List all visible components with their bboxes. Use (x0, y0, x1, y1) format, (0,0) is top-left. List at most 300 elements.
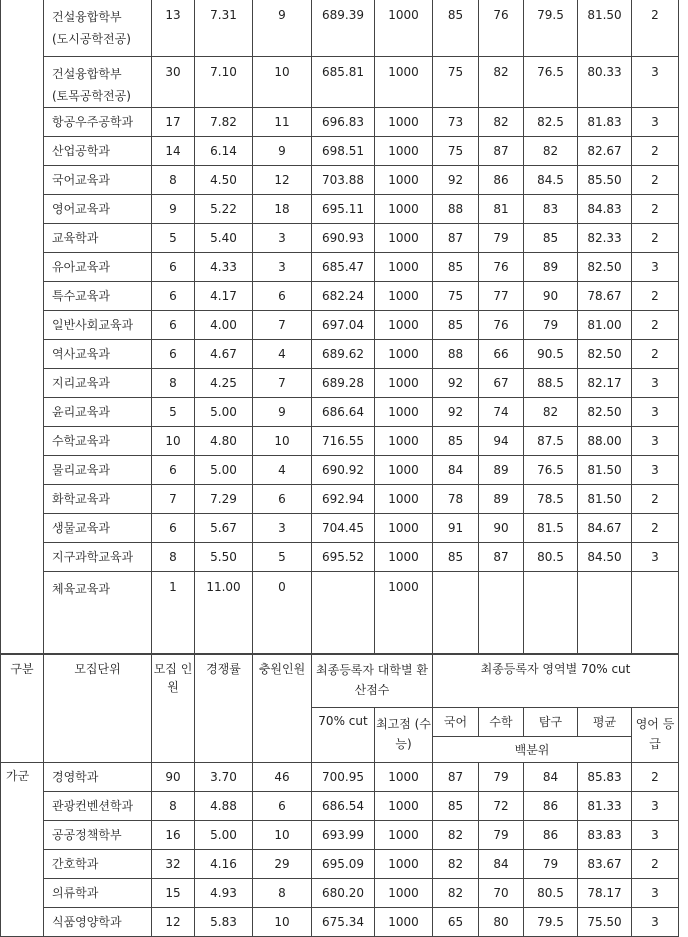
cell-kor: 75 (433, 137, 479, 166)
header-percentile: 백분위 (433, 737, 632, 763)
table-row (1, 311, 679, 340)
cell-inq: 85 (524, 224, 578, 253)
table-row (1, 427, 679, 456)
cell-math: 76 (479, 0, 524, 57)
unit-name: 특수교육과 (44, 282, 152, 311)
table-row (1, 543, 679, 572)
cell-rate: 5.50 (195, 543, 253, 572)
header-extra: 충원인원 (253, 654, 312, 763)
table-row (1, 572, 679, 655)
cell-kor: 91 (433, 514, 479, 543)
cell-extra: 0 (253, 572, 312, 655)
cell-kor: 75 (433, 57, 479, 108)
cell-math: 84 (479, 850, 524, 879)
cell-rate: 3.70 (195, 763, 253, 792)
cell-kor: 84 (433, 456, 479, 485)
header-inq: 탐구 (524, 708, 578, 737)
cell-inq: 79.5 (524, 0, 578, 57)
cell-eng: 2 (632, 137, 679, 166)
group-label: 가군 (1, 763, 44, 937)
admissions-table-gagun (0, 653, 679, 937)
cell-max: 1000 (375, 369, 433, 398)
cell-math: 87 (479, 543, 524, 572)
cell-eng: 3 (632, 456, 679, 485)
cell-cut70: 697.04 (312, 311, 375, 340)
cell-extra: 12 (253, 166, 312, 195)
cell-quota: 8 (152, 543, 195, 572)
cell-avg: 84.67 (578, 514, 632, 543)
cell-cut70: 695.09 (312, 850, 375, 879)
cell-avg: 82.50 (578, 398, 632, 427)
cell-avg: 83.67 (578, 850, 632, 879)
cell-quota: 6 (152, 456, 195, 485)
cell-avg: 81.50 (578, 0, 632, 57)
table-row (1, 224, 679, 253)
unit-name: 경영학과 (44, 763, 152, 792)
cell-math: 80 (479, 908, 524, 937)
header-math: 수학 (479, 708, 524, 737)
cell-extra: 10 (253, 427, 312, 456)
cell-rate: 4.16 (195, 850, 253, 879)
cell-kor: 87 (433, 224, 479, 253)
cell-extra: 6 (253, 282, 312, 311)
cell-quota: 5 (152, 224, 195, 253)
cell-extra: 3 (253, 224, 312, 253)
cell-inq: 90.5 (524, 340, 578, 369)
cell-extra: 11 (253, 108, 312, 137)
cell-quota: 8 (152, 166, 195, 195)
unit-name: 식품영양학과 (44, 908, 152, 937)
cell-rate: 4.93 (195, 879, 253, 908)
cell-quota: 9 (152, 195, 195, 224)
unit-name: 지리교육과 (44, 369, 152, 398)
cell-quota: 15 (152, 879, 195, 908)
cell-cut70: 675.34 (312, 908, 375, 937)
cell-avg: 85.50 (578, 166, 632, 195)
cell-max: 1000 (375, 514, 433, 543)
cell-math: 67 (479, 369, 524, 398)
cell-inq: 79.5 (524, 908, 578, 937)
cell-eng: 2 (632, 763, 679, 792)
unit-name: 역사교육과 (44, 340, 152, 369)
cell-max: 1000 (375, 792, 433, 821)
cell-eng: 2 (632, 311, 679, 340)
cell-kor: 82 (433, 879, 479, 908)
cell-extra: 10 (253, 821, 312, 850)
unit-name: 건설융합학부 (토목공학전공) (44, 57, 152, 108)
unit-name: 항공우주공학과 (44, 108, 152, 137)
cell-inq: 88.5 (524, 369, 578, 398)
cell-eng: 2 (632, 514, 679, 543)
cell-rate: 11.00 (195, 572, 253, 655)
unit-name: 관광컨벤션학과 (44, 792, 152, 821)
cell-math: 66 (479, 340, 524, 369)
cell-kor: 85 (433, 0, 479, 57)
cell-eng: 3 (632, 57, 679, 108)
header-final-area: 최종등록자 영역별 70% cut (433, 654, 679, 708)
cell-max: 1000 (375, 166, 433, 195)
table-row (1, 514, 679, 543)
cell-kor: 78 (433, 485, 479, 514)
cell-quota: 8 (152, 792, 195, 821)
cell-max: 1000 (375, 57, 433, 108)
cell-avg: 78.17 (578, 879, 632, 908)
cell-quota: 6 (152, 311, 195, 340)
cell-avg: 81.33 (578, 792, 632, 821)
table-row (1, 282, 679, 311)
cell-max: 1000 (375, 543, 433, 572)
cell-eng: 2 (632, 850, 679, 879)
cell-quota: 6 (152, 340, 195, 369)
unit-name: 화학교육과 (44, 485, 152, 514)
cell-kor: 65 (433, 908, 479, 937)
cell-quota: 16 (152, 821, 195, 850)
table-row (1, 763, 679, 792)
header-gubun: 구분 (1, 654, 44, 763)
cell-extra: 4 (253, 340, 312, 369)
header-quota: 모집 인원 (152, 654, 195, 763)
cell-inq: 87.5 (524, 427, 578, 456)
cell-eng: 2 (632, 485, 679, 514)
cell-eng: 3 (632, 543, 679, 572)
cell-cut70: 695.52 (312, 543, 375, 572)
cell-cut70: 689.62 (312, 340, 375, 369)
cell-cut70: 690.92 (312, 456, 375, 485)
cell-cut70: 685.81 (312, 57, 375, 108)
cell-quota: 7 (152, 485, 195, 514)
cell-extra: 3 (253, 253, 312, 282)
cell-max: 1000 (375, 427, 433, 456)
cell-eng: 2 (632, 224, 679, 253)
cell-max: 1000 (375, 850, 433, 879)
unit-name: 공공정책학부 (44, 821, 152, 850)
cell-extra: 6 (253, 485, 312, 514)
table-row (1, 369, 679, 398)
cell-kor: 85 (433, 543, 479, 572)
unit-name: 지구과학교육과 (44, 543, 152, 572)
table-row (1, 485, 679, 514)
cell-max: 1000 (375, 311, 433, 340)
cell-kor: 92 (433, 166, 479, 195)
cell-extra: 7 (253, 369, 312, 398)
unit-name: 일반사회교육과 (44, 311, 152, 340)
cell-eng: 3 (632, 427, 679, 456)
cell-math: 79 (479, 224, 524, 253)
cell-avg: 82.67 (578, 137, 632, 166)
unit-name: 산업공학과 (44, 137, 152, 166)
cell-inq: 76.5 (524, 57, 578, 108)
cell-eng: 3 (632, 879, 679, 908)
cell-math: 87 (479, 137, 524, 166)
unit-name: 영어교육과 (44, 195, 152, 224)
cell-eng: 3 (632, 908, 679, 937)
header-eng: 영어 등급 (632, 708, 679, 763)
cell-avg: 83.83 (578, 821, 632, 850)
cell-extra: 10 (253, 57, 312, 108)
cell-rate: 5.00 (195, 456, 253, 485)
cell-math: 76 (479, 253, 524, 282)
cell-eng: 2 (632, 195, 679, 224)
cell-inq: 90 (524, 282, 578, 311)
header-unit: 모집단위 (44, 654, 152, 763)
cell-kor: 85 (433, 792, 479, 821)
cell-quota: 13 (152, 0, 195, 57)
cell-max: 1000 (375, 282, 433, 311)
cell-extra: 4 (253, 456, 312, 485)
cell-cut70: 695.11 (312, 195, 375, 224)
cell-cut70: 716.55 (312, 427, 375, 456)
cell-avg: 81.83 (578, 108, 632, 137)
cell-cut70: 696.83 (312, 108, 375, 137)
cell-kor: 85 (433, 427, 479, 456)
table-row (1, 908, 679, 937)
cell-inq: 81.5 (524, 514, 578, 543)
cell-rate: 5.67 (195, 514, 253, 543)
cell-inq: 89 (524, 253, 578, 282)
cell-inq (524, 572, 578, 655)
group-cell-empty (1, 0, 44, 655)
cell-math: 82 (479, 108, 524, 137)
cell-quota: 6 (152, 514, 195, 543)
cell-inq: 79 (524, 850, 578, 879)
unit-name: 수학교육과 (44, 427, 152, 456)
cell-rate: 5.00 (195, 398, 253, 427)
unit-name: 의류학과 (44, 879, 152, 908)
table-row (1, 792, 679, 821)
cell-cut70: 693.99 (312, 821, 375, 850)
cell-eng: 2 (632, 166, 679, 195)
cell-max: 1000 (375, 485, 433, 514)
cell-kor (433, 572, 479, 655)
cell-avg: 81.00 (578, 311, 632, 340)
table-row (1, 879, 679, 908)
cell-rate: 4.25 (195, 369, 253, 398)
table-row (1, 0, 679, 57)
header-final-score: 최종등록자 대학별 환산점수 (312, 654, 433, 708)
cell-kor: 92 (433, 398, 479, 427)
cell-extra: 9 (253, 137, 312, 166)
table-row (1, 253, 679, 282)
cell-cut70: 690.93 (312, 224, 375, 253)
cell-extra: 9 (253, 398, 312, 427)
cell-math: 77 (479, 282, 524, 311)
cell-avg: 81.50 (578, 456, 632, 485)
cell-quota: 6 (152, 253, 195, 282)
cell-rate: 5.22 (195, 195, 253, 224)
cell-max: 1000 (375, 195, 433, 224)
cell-cut70: 689.28 (312, 369, 375, 398)
cell-rate: 7.31 (195, 0, 253, 57)
cell-kor: 82 (433, 821, 479, 850)
table-row (1, 340, 679, 369)
table-row (1, 398, 679, 427)
cell-avg (578, 572, 632, 655)
table-row (1, 456, 679, 485)
cell-rate: 5.83 (195, 908, 253, 937)
cell-kor: 88 (433, 340, 479, 369)
table-row (1, 195, 679, 224)
cell-extra: 9 (253, 0, 312, 57)
cell-inq: 83 (524, 195, 578, 224)
cell-avg: 82.33 (578, 224, 632, 253)
table-row (1, 57, 679, 108)
cell-kor: 82 (433, 850, 479, 879)
header-avg: 평균 (578, 708, 632, 737)
cell-kor: 73 (433, 108, 479, 137)
cell-inq: 84.5 (524, 166, 578, 195)
cell-math: 76 (479, 311, 524, 340)
cell-eng (632, 572, 679, 655)
cell-eng: 2 (632, 0, 679, 57)
cell-extra: 3 (253, 514, 312, 543)
cell-avg: 75.50 (578, 908, 632, 937)
unit-name: 유아교육과 (44, 253, 152, 282)
cell-extra: 18 (253, 195, 312, 224)
cell-math: 72 (479, 792, 524, 821)
cell-quota: 30 (152, 57, 195, 108)
cell-avg: 85.83 (578, 763, 632, 792)
cell-rate: 6.14 (195, 137, 253, 166)
cell-max: 1000 (375, 821, 433, 850)
cell-extra: 46 (253, 763, 312, 792)
cell-max: 1000 (375, 224, 433, 253)
cell-avg: 82.50 (578, 340, 632, 369)
cell-kor: 75 (433, 282, 479, 311)
cell-math: 89 (479, 456, 524, 485)
cell-eng: 3 (632, 821, 679, 850)
unit-name: 국어교육과 (44, 166, 152, 195)
cell-quota: 17 (152, 108, 195, 137)
unit-name: 간호학과 (44, 850, 152, 879)
cell-math: 70 (479, 879, 524, 908)
cell-math: 82 (479, 57, 524, 108)
cell-kor: 87 (433, 763, 479, 792)
header-rate: 경쟁률 (195, 654, 253, 763)
cell-eng: 3 (632, 108, 679, 137)
cell-rate: 4.88 (195, 792, 253, 821)
cell-extra: 7 (253, 311, 312, 340)
cell-math: 74 (479, 398, 524, 427)
cell-rate: 7.82 (195, 108, 253, 137)
cell-avg: 82.50 (578, 253, 632, 282)
cell-math (479, 572, 524, 655)
cell-cut70: 686.54 (312, 792, 375, 821)
cell-max: 1000 (375, 908, 433, 937)
cell-cut70: 682.24 (312, 282, 375, 311)
cell-inq: 80.5 (524, 879, 578, 908)
cell-eng: 3 (632, 398, 679, 427)
cell-inq: 76.5 (524, 456, 578, 485)
cell-math: 81 (479, 195, 524, 224)
cell-extra: 6 (253, 792, 312, 821)
cell-math: 94 (479, 427, 524, 456)
cell-inq: 86 (524, 821, 578, 850)
cell-math: 79 (479, 821, 524, 850)
cell-quota: 5 (152, 398, 195, 427)
cell-inq: 80.5 (524, 543, 578, 572)
cell-max: 1000 (375, 0, 433, 57)
cell-inq: 84 (524, 763, 578, 792)
unit-name: 교육학과 (44, 224, 152, 253)
cell-eng: 3 (632, 792, 679, 821)
cell-cut70: 689.39 (312, 0, 375, 57)
table-row (1, 850, 679, 879)
cell-quota: 90 (152, 763, 195, 792)
cell-rate: 4.00 (195, 311, 253, 340)
cell-cut70: 692.94 (312, 485, 375, 514)
cell-eng: 2 (632, 340, 679, 369)
cell-quota: 8 (152, 369, 195, 398)
table-row (1, 166, 679, 195)
cell-quota: 32 (152, 850, 195, 879)
cell-rate: 4.80 (195, 427, 253, 456)
table-row (1, 821, 679, 850)
cell-eng: 3 (632, 369, 679, 398)
cell-max: 1000 (375, 137, 433, 166)
cell-inq: 82.5 (524, 108, 578, 137)
unit-name: 체육교육과 (44, 572, 152, 655)
cell-rate: 7.10 (195, 57, 253, 108)
cell-kor: 92 (433, 369, 479, 398)
cell-inq: 86 (524, 792, 578, 821)
header-kor: 국어 (433, 708, 479, 737)
cell-cut70: 698.51 (312, 137, 375, 166)
cell-extra: 10 (253, 908, 312, 937)
cell-avg: 81.50 (578, 485, 632, 514)
cell-inq: 82 (524, 398, 578, 427)
header-cut70: 70% cut (312, 708, 375, 763)
cell-extra: 8 (253, 879, 312, 908)
cell-cut70: 704.45 (312, 514, 375, 543)
cell-rate: 5.00 (195, 821, 253, 850)
cell-quota: 14 (152, 137, 195, 166)
cell-inq: 79 (524, 311, 578, 340)
cell-max: 1000 (375, 572, 433, 655)
cell-math: 86 (479, 166, 524, 195)
cell-max: 1000 (375, 398, 433, 427)
cell-kor: 85 (433, 311, 479, 340)
cell-eng: 2 (632, 282, 679, 311)
cell-max: 1000 (375, 456, 433, 485)
cell-cut70: 680.20 (312, 879, 375, 908)
cell-avg: 82.17 (578, 369, 632, 398)
cell-quota: 12 (152, 908, 195, 937)
cell-quota: 6 (152, 282, 195, 311)
unit-name: 생물교육과 (44, 514, 152, 543)
cell-math: 79 (479, 763, 524, 792)
cell-rate: 4.33 (195, 253, 253, 282)
cell-avg: 84.50 (578, 543, 632, 572)
unit-name: 건설융합학부 (도시공학전공) (44, 0, 152, 57)
cell-math: 89 (479, 485, 524, 514)
cell-max: 1000 (375, 879, 433, 908)
cell-max: 1000 (375, 108, 433, 137)
cell-max: 1000 (375, 253, 433, 282)
cell-quota: 1 (152, 572, 195, 655)
cell-extra: 29 (253, 850, 312, 879)
cell-avg: 88.00 (578, 427, 632, 456)
header-max: 최고점 (수능) (375, 708, 433, 763)
cell-max: 1000 (375, 763, 433, 792)
cell-rate: 4.50 (195, 166, 253, 195)
cell-rate: 4.17 (195, 282, 253, 311)
table-row (1, 108, 679, 137)
cell-eng: 3 (632, 253, 679, 282)
cell-cut70 (312, 572, 375, 655)
cell-avg: 78.67 (578, 282, 632, 311)
cell-inq: 78.5 (524, 485, 578, 514)
cell-rate: 7.29 (195, 485, 253, 514)
